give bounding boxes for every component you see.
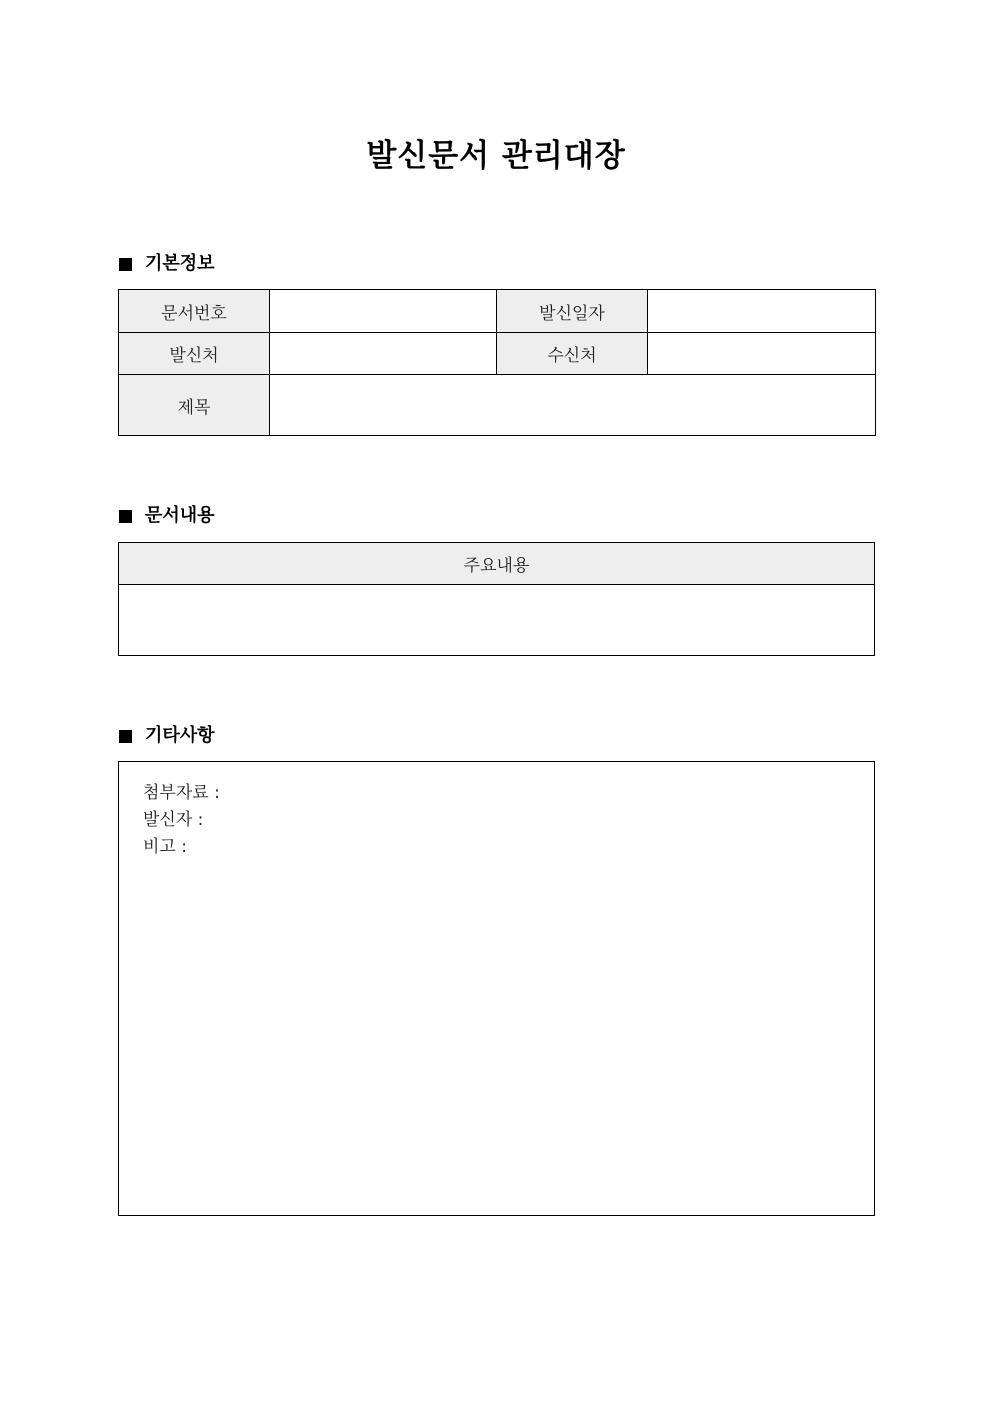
section-heading-content	[119, 504, 215, 528]
section-heading-label: 기타사항	[145, 725, 215, 746]
doc-number-field[interactable]	[270, 290, 497, 333]
section-heading-label: 기본정보	[145, 253, 215, 274]
send-date-field[interactable]	[648, 290, 876, 333]
misc-notes-list	[143, 780, 220, 861]
section-heading-misc	[119, 724, 215, 748]
table-row	[119, 333, 876, 375]
content-table	[118, 542, 875, 656]
doc-number-label: 문서번호	[119, 290, 270, 333]
subject-label: 제목	[119, 375, 270, 436]
sender-org-field[interactable]	[270, 333, 497, 375]
basic-info-table	[118, 289, 876, 436]
sender-org-label: 발신처	[119, 333, 270, 375]
main-content-label: 주요내용	[119, 543, 875, 585]
send-date-label: 발신일자	[497, 290, 648, 333]
table-row	[119, 375, 876, 436]
section-heading-basic-info	[119, 252, 215, 276]
recipient-field[interactable]	[648, 333, 876, 375]
table-row	[119, 290, 876, 333]
square-bullet-icon	[119, 510, 132, 523]
page-title: 발신문서 관리대장	[366, 138, 626, 174]
attachments-label: 첨부자료 :	[143, 783, 220, 803]
table-row	[119, 585, 875, 656]
subject-field[interactable]	[270, 375, 876, 436]
table-row	[119, 543, 875, 585]
square-bullet-icon	[119, 730, 132, 743]
main-content-field[interactable]	[119, 585, 875, 656]
section-heading-label: 문서내용	[145, 505, 215, 526]
recipient-label: 수신처	[497, 333, 648, 375]
misc-notes-box[interactable]	[118, 761, 875, 1216]
remarks-label: 비고 :	[143, 837, 187, 857]
sender-label: 발신자 :	[143, 810, 204, 830]
square-bullet-icon	[119, 258, 132, 271]
